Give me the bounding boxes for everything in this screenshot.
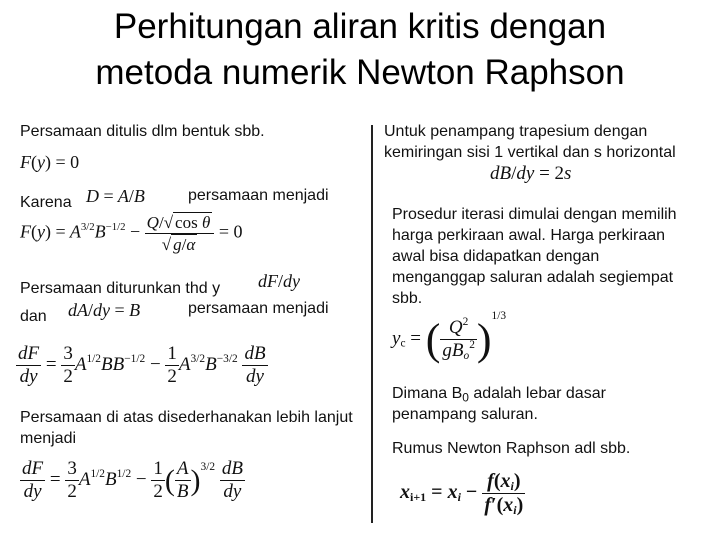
- equation-d-definition: D = A/B: [86, 186, 145, 206]
- equation-derivative: $\frac{dF}{dy}$ = $\frac{3}{2}$ $A^{1/2}BB^{-1/2}$ − $\frac{1}{2}$ $A^{3/2}B^{-3/2}$ $\frac{dB}{dy}$: [18, 343, 266, 387]
- equation-df-dy: dF/dy: [258, 271, 301, 291]
- left-text-karena: Karena: [20, 194, 72, 211]
- left-text-p3: Persamaan diturunkan thd y: [20, 280, 221, 297]
- left-text-p1: Persamaan ditulis dlm bentuk sbb.: [20, 123, 265, 140]
- left-text-persamaan-menjadi-2: persamaan menjadi: [188, 300, 329, 317]
- right-text-p4: Rumus Newton Raphson adl sbb.: [392, 440, 631, 457]
- right-text-p3: [392, 383, 692, 425]
- left-text-p5: Persamaan di atas disederhanakan lebih lanjut menjadi: [20, 409, 353, 447]
- right-text-p3-pre: Dimana B: [392, 385, 463, 402]
- column-divider: [371, 125, 373, 523]
- equation-newton-raphson: $x_{i+1} = x_i$ − $\frac{f(x_i)}{f'(x_i)}$: [400, 470, 524, 517]
- equation-da-dy: dA/dy = B: [68, 300, 141, 320]
- right-text-p1: Untuk penampang trapesium dengan kemiringan sisi 1 vertikal dan s horizontal: [384, 123, 676, 161]
- left-text-dan: dan: [20, 308, 47, 325]
- right-text-p2: Prosedur iterasi dimulai dengan memilih harga perkiraan awal. Harga perkiraan awal bisa didapatkan dengan menganggap saluran adalah segiempat sbb.: [392, 206, 677, 307]
- slide-title-line-1: Perhitungan aliran kritis dengan: [113, 7, 607, 46]
- equation-simplified: $\frac{dF}{dy}$ = $\frac{3}{2}$ $A^{1/2}B^{1/2}$ − $\frac{1}{2}$ ( $\frac{A}{B}$ )$^{3/2}$ $\frac{dB}{dy}$: [22, 458, 243, 502]
- equation-db-dy: dB/dy = 2s: [490, 163, 572, 184]
- right-text-p3-post: adalah lebar dasar penampang saluran.: [392, 385, 606, 423]
- equation-yc: $y_c$ = ( $\frac{Q^2}{gB_o^2}$ )$^{1/3}$: [392, 309, 507, 364]
- right-text-p3-sub: 0: [462, 390, 469, 405]
- slide-title: [0, 4, 720, 96]
- equation-f-expanded: $F(y) = A^{3/2}B^{-1/2}$ − $\frac{\text{Q/√ cos θ}}{√ g/\alpha}$ = 0: [20, 213, 243, 254]
- left-text-persamaan-menjadi-1: persamaan menjadi: [188, 187, 329, 204]
- slide-title-line-2: metoda numerik Newton Raphson: [95, 53, 625, 92]
- equation-f-zero: F(y) = 0: [20, 152, 80, 172]
